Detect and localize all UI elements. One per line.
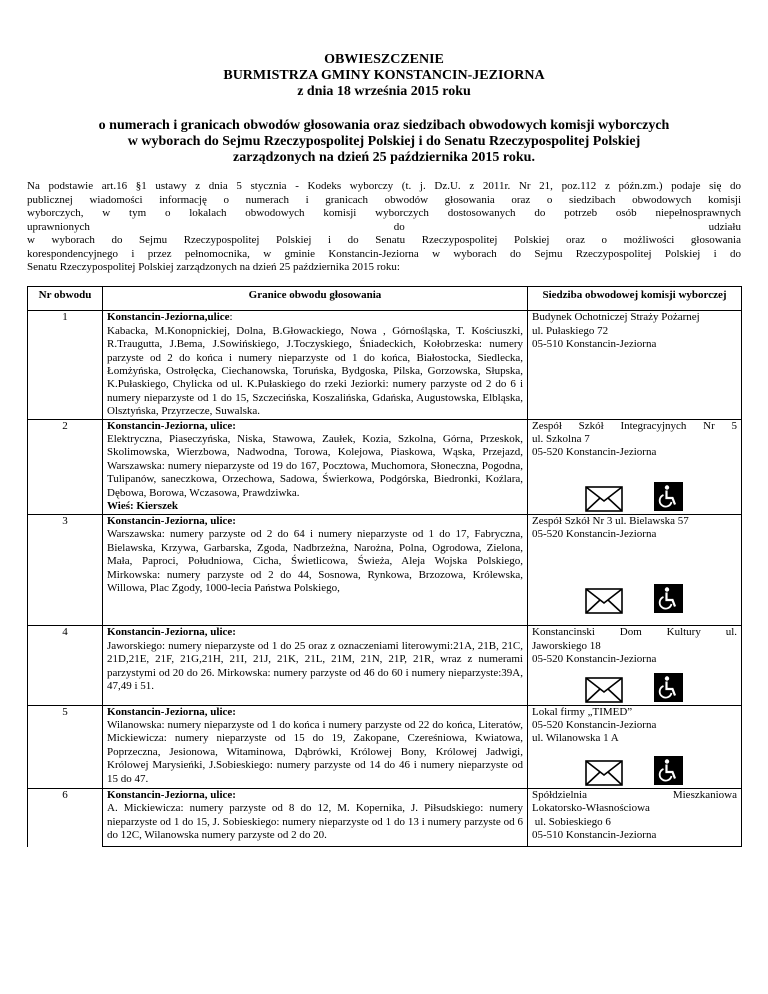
table-row (28, 311, 742, 419)
seat-line: ul. Pułaskiego 72 (532, 324, 609, 337)
seat-line: 05-520 Konstancin-Jeziorna (532, 446, 657, 459)
envelope-icon (585, 760, 623, 786)
accessibility-icons (532, 480, 737, 514)
place-label: Konstancin-Jeziorna, ulice: (107, 514, 236, 527)
district-number: 4 (28, 626, 103, 705)
document-issuer: BURMISTRZA GMINY KONSTANCIN-JEZIORNA (223, 68, 545, 83)
wheelchair-icon (654, 756, 683, 785)
district-number: 5 (28, 705, 103, 788)
envelope-icon (585, 677, 623, 703)
header-borders: Granice obwodu głosowania (103, 287, 528, 303)
district-borders (103, 705, 528, 788)
district-borders (103, 788, 528, 847)
intro-line: uprawnionych do udziału (27, 220, 741, 233)
seat-line: Lokatorsko-Własnościowa (532, 802, 650, 815)
table-row (28, 514, 742, 625)
streets-text: Warszawska: numery parzyste od 2 do 64 i numery nieparzyste od 1 do 17, Fabryczna, Bielawska, Krzywa, Garbarska, Zgoda, Nadbrzeżna, Narożna, Polna, Ogrodowa, Zielona, Mała, Paproci, Południowa, Cicha, Świetlicowa, Świeża, Aleja Wojska Polskiego, Mirkowska: numery parzyste od 2 do 44, Sosnowa, Rynkowa, Brzozowa, Królewska, Willowa, Plac Zgody, 1000-lecia Państwa Polskiego, (107, 528, 523, 594)
district-seat (528, 626, 742, 705)
district-number: 6 (28, 788, 103, 847)
table-row (28, 705, 742, 788)
subject-line-1: o numerach i granicach obwodów głosowania oraz siedzibach obwodowych komisji wyborczych (98, 118, 670, 133)
streets-text: Elektryczna, Piaseczyńska, Niska, Stawowa, Zaułek, Kozia, Szkolna, Górna, Przeskok, Skolimowska, Wierzbowa, Nadwodna, Torowa, Kolejowa, Piaskowa, Wąska, Przejazd, Warszawska: numery nieparzyste od 19 do 167, Pocztowa, Muchomora, Słoneczna, Pogodna, Tulipanów, saneczkowa, Orzechowa, Sadowa, Świerkowa, Podgórska, Biedronki, Koźlara, Dębowa, Borowa, Wczasowa, Prawdziwka. (107, 433, 523, 499)
streets-text: A. Mickiewicza: numery parzyste od 8 do 12, M. Kopernika, J. Piłsudskiego: numery nieparzyste od 1 do 15, J. Sobieskiego: numery nieparzyste od 1 do 13 i numery parzyste od 6 do 12C, Wilanowska numery parzyste od 2 do 20. (107, 802, 523, 841)
district-seat (528, 311, 742, 419)
intro-line: publicznej wiadomości informację o numerach i granicach obwodów głosowania oraz o siedzibach obwodowych komisji (27, 193, 741, 206)
seat-line: 05-510 Konstancin-Jeziorna (532, 338, 657, 351)
place-label: Konstancin-Jeziorna,ulice (107, 311, 230, 324)
seat-line: Spółdzielnia Mieszkaniowa (532, 788, 737, 801)
place-label: Konstancin-Jeziorna, ulice: (107, 705, 236, 718)
district-seat (528, 514, 742, 625)
district-borders (103, 419, 528, 514)
subject-line-3: zarządzonych na dzień 25 października 2015 roku. (233, 150, 535, 165)
district-number: 2 (28, 419, 103, 514)
intro-line: Na podstawie art.16 §1 ustawy z dnia 5 stycznia - Kodeks wyborczy (t. j. Dz.U. z 2011r. Nr 21, poz.112 z późn.zm.) podaje się do (27, 180, 741, 192)
accessibility-icons (532, 582, 737, 616)
district-seat (528, 788, 742, 847)
seat-line: 05-520 Konstancin-Jeziorna (532, 528, 657, 541)
seat-line: ul. Szkolna 7 (532, 433, 590, 446)
seat-line: 05-520 Konstancin-Jeziorna (532, 653, 657, 666)
seat-line: Zespół Szkół Integracyjnych Nr 5 (532, 419, 737, 432)
envelope-icon (585, 588, 623, 614)
district-seat (528, 705, 742, 788)
seat-line: Lokal firmy „TIMED” (532, 705, 633, 718)
table-row (28, 788, 742, 847)
village-label: Wieś: Kierszek (107, 500, 178, 513)
district-borders (103, 311, 528, 419)
seat-line: 05-510 Konstancin-Jeziorna (532, 828, 657, 841)
streets-text: Jaworskiego: numery nieparzyste od 1 do 25 oraz z oznaczeniami literowymi:21A, 21B, 21C, 21D,21E, 21F, 21G,21H, 21I, 21J, 21K, 21L, 21M, 21N, 21P, 21R, wraz z numerami parzystymi od 20 do 26. Mirkowska: numery parzyste od 46 do 60 i numery nieparzyste:39A, 47,49 i 51. (107, 639, 523, 692)
wheelchair-icon (654, 482, 683, 511)
seat-line: ul. Sobieskiego 6 (532, 815, 611, 828)
document-date: z dnia 18 września 2015 roku (297, 84, 471, 99)
seat-line: Konstancinski Dom Kultury ul. (532, 626, 737, 639)
seat-line: ul. Wilanowska 1 A (532, 732, 619, 745)
table-row (28, 626, 742, 705)
intro-line: Senatu Rzeczypospolitej Polskiej zarządzonych na dzień 25 października 2015 roku: (27, 261, 400, 273)
table-header-row (28, 287, 742, 303)
place-label: Konstancin-Jeziorna, ulice: (107, 419, 236, 432)
place-label: Konstancin-Jeziorna, ulice: (107, 626, 236, 639)
district-borders (103, 514, 528, 625)
streets-text: Kabacka, M.Konopnickiej, Dolna, B.Głowackiego, Nowa , Górnośląska, T. Kościuszki, R.Traugutta, J.Bema, J.Sowińskiego, J.Toczyskiego, Śniadeckich, Kołobrzeska: numery parzyste od 2 do końca i numery nieparzyste od 1 do końca, Białostocka, Siedlecka, Łomżyńska, Ostrołęcka, Ciechanowska, Toruńska, Bydgoska, Pilska, Gorzowska, Słupska, K.Pułaskiego, Chylicka od ul. K.Pułaskiego do rzeki Jeziorki: numery parzyste od 2 do 6 i numery nieparzyste od 1 do 15, Szczecińska, Koszalińska, Gdańska, Augustowska, Elbląska, Olsztyńska, Przyrzecze, Suwalska. (107, 324, 523, 418)
intro-paragraph (27, 180, 741, 275)
header-spacer (28, 302, 742, 311)
seat-line: Jaworskiego 18 (532, 639, 601, 652)
district-number: 3 (28, 514, 103, 625)
subject-line-2: w wyborach do Sejmu Rzeczypospolitej Polskiej i do Senatu Rzeczypospolitej Polskiej (127, 134, 641, 149)
wheelchair-icon (654, 584, 683, 613)
envelope-icon (585, 486, 623, 512)
header-number: Nr obwodu (28, 287, 103, 303)
seat-line: Budynek Ochotniczej Straży Pożarnej (532, 311, 700, 324)
streets-text: Wilanowska: numery nieparzyste od 1 do końca i numery parzyste od 22 do końca, Literatów, Mickiewicza: numery nieparzyste od 15 do 19, Zakopane, Czereśniowa, Kwiatowa, Poprzeczna, Jesionowa, Witaminowa, Dąbrówki, Królowej Bony, Królowej Jadwigi, Królowej Marysieńki, J.Sobieskiego: numery parzyste od 14 do 46 i numery nieparzyste od 15 do 47. (107, 718, 523, 785)
wheelchair-icon (654, 673, 683, 702)
seat-line: 05-520 Konstancin-Jeziorna (532, 718, 657, 731)
district-borders (103, 626, 528, 705)
table-row (28, 419, 742, 514)
districts-table (27, 286, 742, 847)
seat-line: Zespół Szkół Nr 3 ul. Bielawska 57 (532, 514, 689, 527)
intro-line: korespondencyjnego i przez pełnomocnika, w gminie Konstancin-Jeziorna w wyborach do Sejmu Rzeczypospolitej Polskiej i do (27, 247, 741, 260)
district-number: 1 (28, 311, 103, 419)
place-suffix: : (229, 311, 233, 324)
document-title: OBWIESZCZENIE (324, 52, 444, 67)
place-label: Konstancin-Jeziorna, ulice: (107, 788, 236, 801)
intro-line: w wyborach do Sejmu Rzeczypospolitej Polskiej i do Senatu Rzeczypospolitej Polskiej oraz o możliwości głosowania (27, 234, 741, 246)
intro-line: wyborczych, w tym o lokalach obwodowych komisji wyborczych dostosowanych do potrzeb osób niepełnosprawnych (27, 207, 741, 219)
district-seat (528, 419, 742, 514)
accessibility-icons (532, 754, 737, 788)
accessibility-icons (532, 671, 737, 705)
header-seat: Siedziba obwodowej komisji wyborczej (528, 287, 742, 303)
